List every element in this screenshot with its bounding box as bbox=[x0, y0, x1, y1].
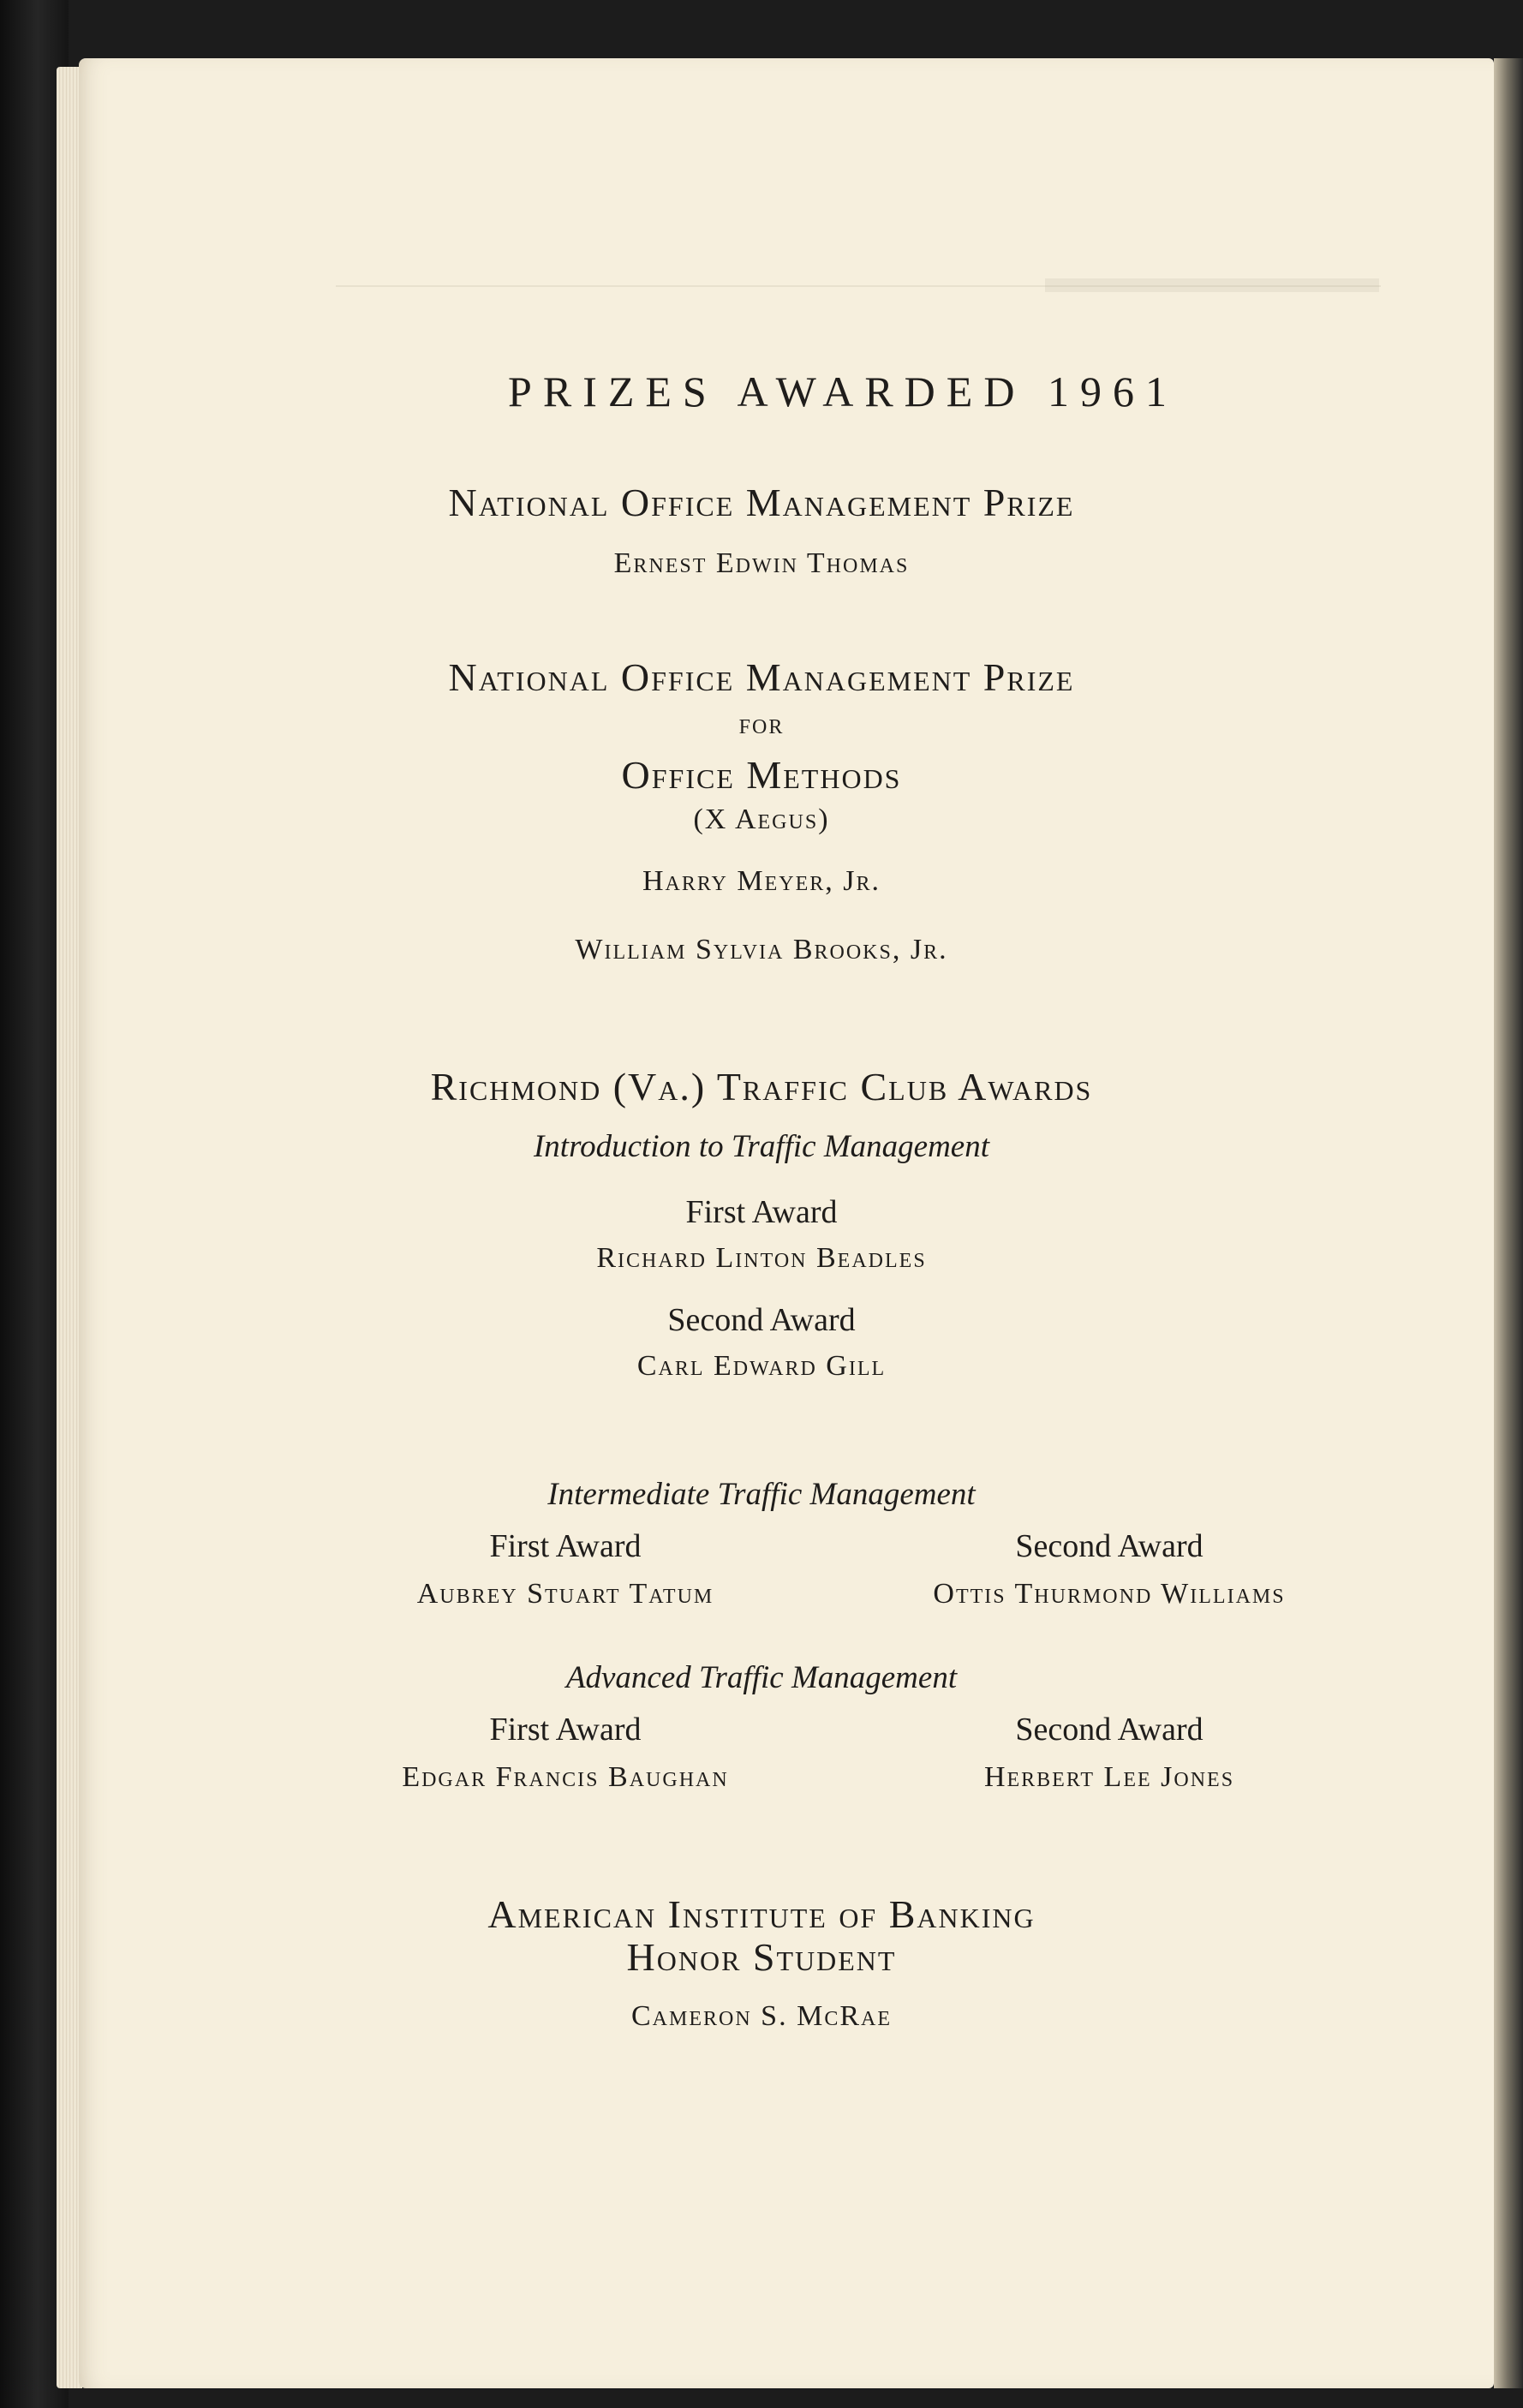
section-subheading: Honor Student bbox=[626, 1935, 897, 1979]
award-label: Second Award bbox=[1015, 1712, 1203, 1748]
recipient-name: Carl Edward Gill bbox=[636, 1350, 887, 1382]
section-heading: American Institute of Banking bbox=[487, 1892, 1036, 1936]
section-heading: National Office Management Prize bbox=[448, 481, 1075, 524]
parenthetical-text: (X Aegus) bbox=[693, 804, 830, 835]
award-label: First Award bbox=[489, 1712, 642, 1748]
section-subheading: Office Methods bbox=[621, 753, 902, 797]
section-heading: National Office Management Prize bbox=[448, 655, 1075, 699]
category-name: Intermediate Traffic Management bbox=[547, 1477, 976, 1512]
page-title: PRIZES AWARDED 1961 bbox=[508, 367, 1178, 415]
recipient-name: Harry Meyer, Jr. bbox=[642, 865, 881, 897]
section-heading: Richmond (Va.) Traffic Club Awards bbox=[430, 1065, 1093, 1108]
recipient-name: Aubrey Stuart Tatum bbox=[416, 1578, 714, 1610]
recipient-name: William Sylvia Brooks, Jr. bbox=[575, 934, 948, 965]
recipient-name: Herbert Lee Jones bbox=[983, 1761, 1235, 1793]
recipient-name: Richard Linton Beadles bbox=[596, 1242, 927, 1274]
bleed-through-header bbox=[1045, 278, 1379, 292]
category-name: Advanced Traffic Management bbox=[565, 1660, 958, 1695]
award-label: Second Award bbox=[1015, 1528, 1203, 1564]
recipient-name: Cameron S. McRae bbox=[631, 2000, 892, 2032]
award-label: Second Award bbox=[667, 1302, 856, 1338]
award-label: First Award bbox=[489, 1528, 642, 1564]
recipient-name: Ernest Edwin Thomas bbox=[613, 547, 910, 579]
connector-text: for bbox=[738, 708, 785, 740]
award-label: First Award bbox=[685, 1194, 838, 1230]
category-name: Introduction to Traffic Management bbox=[533, 1129, 989, 1164]
recipient-name: Edgar Francis Baughan bbox=[402, 1761, 729, 1793]
recipient-name: Ottis Thurmond Williams bbox=[933, 1578, 1286, 1610]
